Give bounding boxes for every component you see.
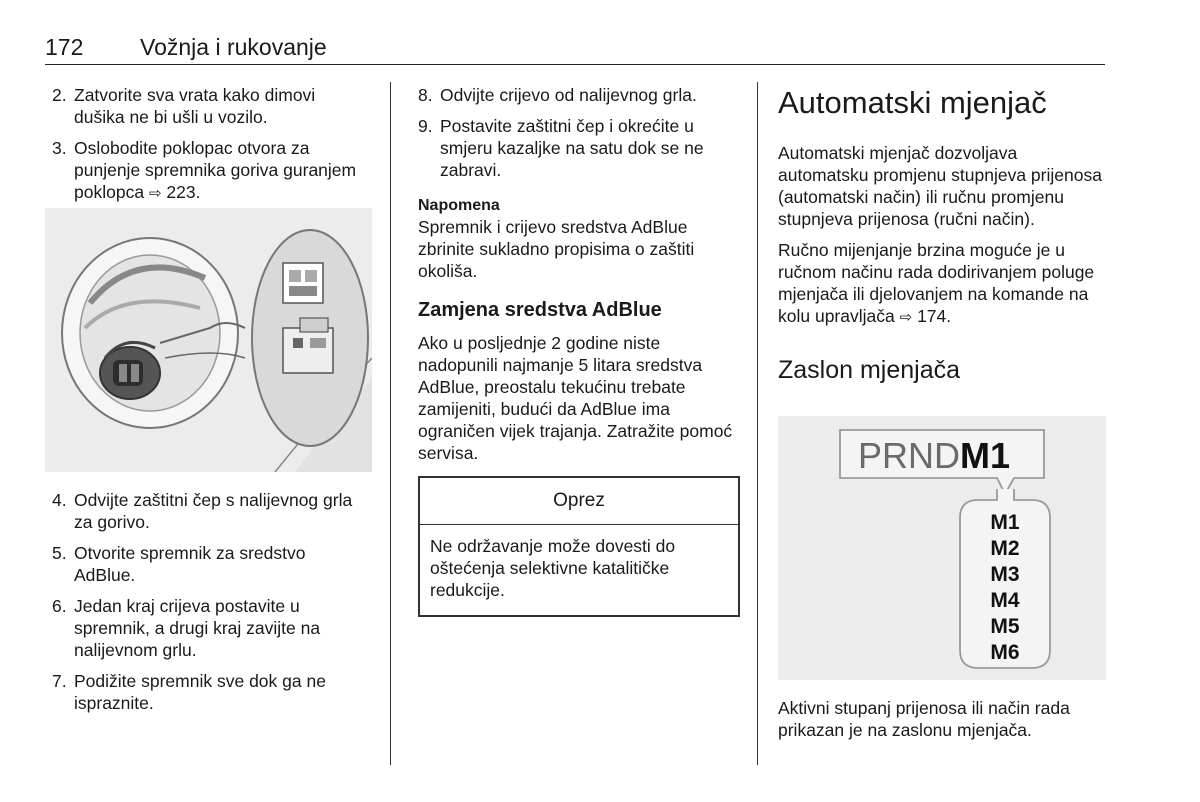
- section-heading: Zamjena sredstva AdBlue: [418, 299, 662, 321]
- page-header: [45, 34, 327, 61]
- transmission-display-drawing: [778, 416, 1106, 680]
- page-number: 172: [45, 34, 84, 60]
- display-caption: [778, 697, 1108, 741]
- step-number: 2.: [52, 85, 67, 105]
- column-divider-2: [757, 82, 758, 765]
- list-item: [52, 542, 367, 586]
- step-number: 4.: [52, 490, 67, 510]
- note-heading: Napomena: [418, 197, 500, 214]
- step-text-body: Oslobodite poklopac otvora za punjenje spremnika goriva guranjem poklopca: [74, 138, 357, 202]
- step-text: Postavite zaštitni čep i okrećite u smjeru kazaljke na satu dok se ne zabravi.: [440, 116, 704, 180]
- page-reference[interactable]: 174.: [917, 306, 952, 326]
- list-item: [52, 489, 367, 533]
- left-column-bottom: [52, 489, 367, 723]
- list-item: [52, 137, 367, 205]
- gear-label: M5: [990, 615, 1020, 638]
- section-heading: Zaslon mjenjača: [778, 356, 961, 384]
- step-text: Odvijte zaštitni čep s nalijevnog grla za gorivo.: [74, 490, 353, 532]
- header-rule: [45, 64, 1105, 65]
- note-text: Spremnik i crijevo sredstva AdBlue zbrinite sukladno propisima o zaštiti okoliša.: [418, 217, 695, 281]
- page-title: Automatski mjenjač: [778, 85, 1047, 120]
- column-divider-1: [390, 82, 391, 765]
- gear-label: M4: [990, 589, 1020, 612]
- caption-text: Aktivni stupanj prijenosa ili način rada prikazan je na zaslonu mjenjača.: [778, 698, 1070, 740]
- gear-label: M2: [990, 537, 1020, 560]
- list-item: [52, 670, 367, 714]
- fuel-filler-illustration: [45, 208, 372, 472]
- page-reference-arrow-icon: ⇨: [148, 185, 162, 202]
- manual-mode-paragraph: [778, 239, 1108, 329]
- right-column: [778, 84, 1108, 401]
- gear-label: M6: [990, 641, 1020, 664]
- list-item: [52, 595, 367, 661]
- step-text: Podižite spremnik sve dok ga ne ispraznite.: [74, 671, 326, 713]
- step-number: 5.: [52, 543, 67, 563]
- middle-column: [418, 84, 740, 617]
- page-section-title: Vožnja i rukovanje: [140, 34, 327, 60]
- step-text: Odvijte crijevo od nalijevnog grla.: [440, 85, 697, 105]
- manual-mode-text: Ručno mijenjanje brzina moguće je u ručnom načinu rada dodirivanjem poluge mjenjača ili djelovanjem na komande na kolu upravljača: [778, 240, 1095, 326]
- list-item: [418, 115, 740, 181]
- step-number: 7.: [52, 671, 67, 691]
- step-text: [74, 137, 367, 205]
- page-reference[interactable]: 223.: [166, 182, 201, 202]
- left-column-top: [52, 84, 367, 214]
- step-number: 3.: [52, 138, 67, 158]
- step-text: Zatvorite sva vrata kako dimovi dušika ne bi ušli u vozilo.: [74, 85, 316, 127]
- intro-paragraph: Automatski mjenjač dozvoljava automatsku promjenu stupnjeva prijenosa (automatski način) ili ručnu promjenu stupnjeva prijenosa (ručni način).: [778, 143, 1102, 229]
- caution-text: Ne održavanje može dovesti do oštećenja selektivne katalitičke redukcije.: [430, 536, 676, 600]
- step-text: Otvorite spremnik za sredstvo AdBlue.: [74, 543, 306, 585]
- display-current-gear: M1: [960, 435, 1011, 476]
- gear-label: M3: [990, 563, 1020, 586]
- step-text: Jedan kraj crijeva postavite u spremnik, a drugi kraj zavijte na nalijevnom grlu.: [74, 596, 321, 660]
- transmission-display-figure: [778, 416, 1106, 680]
- caution-box: [418, 476, 740, 617]
- gear-label: M1: [990, 511, 1020, 534]
- step-number: 8.: [418, 85, 433, 105]
- section-text: Ako u posljednje 2 godine niste nadopunili najmanje 5 litara sredstva AdBlue, preostalu tekućinu trebate zamijeniti, budući da AdBlue ima ograničen vijek trajanja. Zatražite pomoć servisa.: [418, 333, 733, 463]
- list-item: [418, 84, 740, 106]
- fuel-filler-drawing: [45, 208, 372, 472]
- caution-title: Oprez: [420, 478, 738, 525]
- display-prefix: PRND: [858, 435, 961, 476]
- page-reference-arrow-icon: ⇨: [899, 309, 913, 326]
- step-number: 6.: [52, 596, 67, 616]
- list-item: [52, 84, 367, 128]
- step-number: 9.: [418, 116, 433, 136]
- display-readout: [858, 435, 1010, 476]
